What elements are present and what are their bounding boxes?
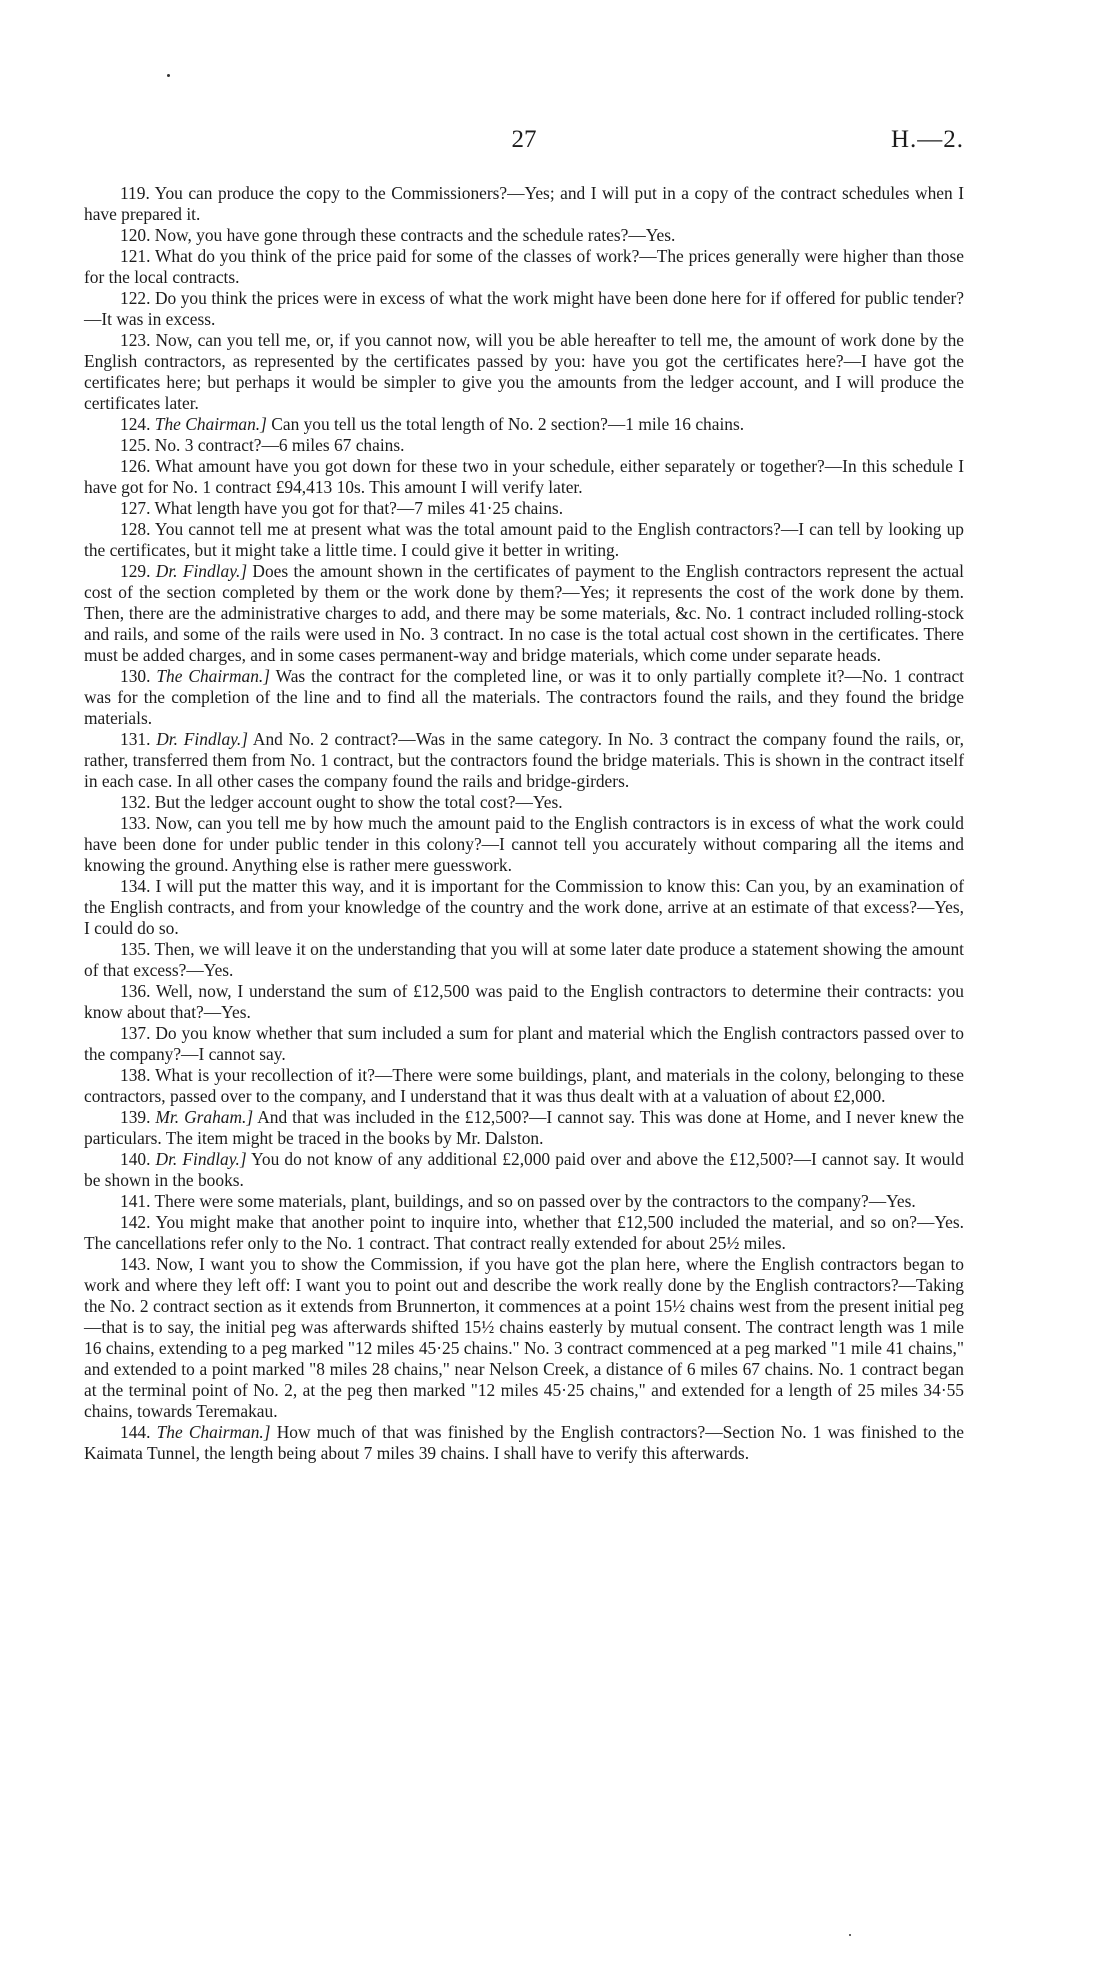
paragraph-text: 128. You cannot tell me at present what was the total amount paid to the English contractors?—I can tell by looking up the certificates, but it might take a little time. I could give it better in writing.: [84, 519, 964, 560]
testimony-paragraph: [84, 561, 964, 666]
speaker-name: Dr. Findlay.]: [155, 561, 248, 581]
paragraph-text: Was the contract for the completed line, or was it to only partially complete it?—No. 1 contract was for the completion of the line and to find all the materials. The contractors found the rails, and they found the bridge materials.: [84, 666, 965, 728]
speaker-name: The Chairman.]: [156, 666, 271, 686]
testimony-paragraph: [84, 1212, 964, 1254]
testimony-paragraph: [84, 1254, 964, 1422]
paragraph-text: 127. What length have you got for that?—7 miles 41·25 chains.: [120, 498, 564, 518]
paragraph-text: 134. I will put the matter this way, and it is important for the Commission to know this: Can you, by an examination of the English contracts, and from your knowledge of the country and the work done, arrive at an estimate of that excess?—Yes, I could do so.: [84, 876, 964, 938]
testimony-paragraph: [84, 981, 964, 1023]
speaker-name: Mr. Graham.]: [155, 1107, 254, 1127]
paragraph-text: 119. You can produce the copy to the Commissioners?—Yes; and I will put in a copy of the contract schedules when I have prepared it.: [84, 183, 964, 224]
paragraph-text: 132. But the ledger account ought to show the total cost?—Yes.: [120, 792, 563, 812]
question-number: 131.: [120, 729, 151, 749]
testimony-paragraph: [84, 792, 964, 813]
paragraph-text: 137. Do you know whether that sum included a sum for plant and material which the English contractors passed over to the company?—I cannot say.: [84, 1023, 964, 1064]
paragraph-text: 126. What amount have you got down for these two in your schedule, either separately or together?—In this schedule I have got for No. 1 contract £94,413 10s. This amount I will verify later.: [84, 456, 964, 497]
testimony-paragraph: [84, 183, 964, 225]
testimony-paragraph: [84, 729, 964, 792]
testimony-paragraph: [84, 1191, 964, 1212]
testimony-body: [84, 183, 964, 1464]
paragraph-text: Does the amount shown in the certificates of payment to the English contractors represent the actual cost of the section completed by them or the work done by them?—Yes; it represents the cost of the work done by them. Then, there are the administrative charges to add, and there may be some materials, &c. No. 1 contract included rolling-stock and rails, and some of the rails were used in No. 3 contract. In no case is the total actual cost shown in the certificates. There must be added charges, and in some cases permanent-way and bridge materials, which come under separate heads.: [84, 561, 964, 665]
question-number: 129.: [120, 561, 151, 581]
paragraph-text: 122. Do you think the prices were in excess of what the work might have been done here for if offered for public tender?—It was in excess.: [84, 288, 964, 329]
question-number: 144.: [120, 1422, 151, 1442]
paragraph-text: And No. 2 contract?—Was in the same category. In No. 3 contract the company found the rails, or, rather, transferred them from No. 1 contract, but the contractors found the bridge materials. This is shown in the contract itself in each case. In all other cases the company found the rails and bridge-girders.: [84, 729, 964, 791]
page-header: [84, 126, 964, 160]
speaker-name: Dr. Findlay.]: [155, 1149, 247, 1169]
paragraph-text: 133. Now, can you tell me by how much the amount paid to the English contractors is in excess of what the work could have been done for under public tender in this colony?—I cannot tell you accurately without comparing all the items and knowing the ground. Anything else is rather mere guesswork.: [84, 813, 964, 875]
paragraph-text: 135. Then, we will leave it on the understanding that you will at some later date produce a statement showing the amount of that excess?—Yes.: [84, 939, 964, 980]
testimony-paragraph: [84, 288, 964, 330]
paragraph-text: 121. What do you think of the price paid for some of the classes of work?—The prices generally were higher than those for the local contracts.: [84, 246, 964, 287]
page-number: 27: [511, 126, 537, 153]
testimony-paragraph: [84, 456, 964, 498]
testimony-paragraph: [84, 1149, 964, 1191]
testimony-paragraph: [84, 519, 964, 561]
testimony-paragraph: [84, 1107, 964, 1149]
paragraph-text: 141. There were some materials, plant, buildings, and so on passed over by the contractors to the company?—Yes.: [120, 1191, 916, 1211]
paragraph-text: Can you tell us the total length of No. 2 section?—1 mile 16 chains.: [271, 414, 745, 434]
testimony-paragraph: [84, 666, 964, 729]
question-number: 124.: [120, 414, 151, 434]
document-reference: H.—2.: [890, 126, 964, 153]
paragraph-text: You do not know of any additional £2,000 paid over and above the £12,500?—I cannot say. It would be shown in the books.: [84, 1149, 965, 1190]
question-number: 130.: [120, 666, 151, 686]
testimony-paragraph: [84, 1023, 964, 1065]
testimony-paragraph: [84, 1065, 964, 1107]
testimony-paragraph: [84, 330, 964, 414]
paragraph-text: 125. No. 3 contract?—6 miles 67 chains.: [120, 435, 405, 455]
paragraph-text: 138. What is your recollection of it?—There were some buildings, plant, and materials in the colony, belonging to these contractors, passed over to the company, and I understand that it was thus dealt with at a valuation of about £2,000.: [84, 1065, 964, 1106]
paragraph-text: 142. You might make that another point to inquire into, whether that £12,500 included the material, and so on?—Yes. The cancellations refer only to the No. 1 contract. That contract really extended for about 25½ miles.: [84, 1212, 964, 1253]
paragraph-text: And that was included in the £12,500?—I cannot say. This was done at Home, and I never knew the particulars. The item might be traced in the books by Mr. Dalston.: [84, 1107, 965, 1148]
testimony-paragraph: [84, 876, 964, 939]
speaker-name: The Chairman.]: [154, 414, 267, 434]
question-number: 139.: [120, 1107, 151, 1127]
testimony-paragraph: [84, 939, 964, 981]
speck-mark: [167, 74, 170, 77]
paragraph-text: 143. Now, I want you to show the Commission, if you have got the plan here, where the English contractors began to work and where they left off: I want you to point out and describe the work really done by the English contractors?—Taking the No. 2 contract section as it extends from Brunnerton, it commences at a point 15½ chains west from the present initial peg—that is to say, the initial peg was afterwards shifted 15½ chains easterly by mutual consent. The contract length was 1 mile 16 chains, extending to a peg marked "12 miles 45·25 chains." No. 3 contract commenced at a peg marked "1 mile 41 chains," and extended to a point marked "8 miles 28 chains," near Nelson Creek, a distance of 6 miles 67 chains. No. 1 contract began at the terminal point of No. 2, at the peg then marked "12 miles 45·25 chains," and extended for a length of 25 miles 34·55 chains, towards Teremakau.: [84, 1254, 964, 1421]
testimony-paragraph: [84, 246, 964, 288]
paragraph-text: How much of that was finished by the English contractors?—Section No. 1 was finished to the Kaimata Tunnel, the length being about 7 miles 39 chains. I shall have to verify this afterwards.: [84, 1422, 964, 1463]
speck-mark: [849, 1934, 851, 1936]
paragraph-text: 120. Now, you have gone through these contracts and the schedule rates?—Yes.: [120, 225, 676, 245]
speaker-name: Dr. Findlay.]: [156, 729, 249, 749]
question-number: 140.: [120, 1149, 151, 1169]
testimony-paragraph: [84, 414, 964, 435]
testimony-paragraph: [84, 498, 964, 519]
testimony-paragraph: [84, 1422, 964, 1464]
testimony-paragraph: [84, 225, 964, 246]
paragraph-text: 123. Now, can you tell me, or, if you cannot now, will you be able hereafter to tell me, the amount of work done by the English contractors, as represented by the certificates passed by you: have you got the certificates here?—I have got the certificates here; but perhaps it would be simpler to give you the amounts from the ledger account, and I will produce the certificates later.: [84, 330, 964, 413]
testimony-paragraph: [84, 813, 964, 876]
paragraph-text: 136. Well, now, I understand the sum of £12,500 was paid to the English contractors to determine their contracts: you know about that?—Yes.: [84, 981, 964, 1022]
speaker-name: The Chairman.]: [156, 1422, 271, 1442]
testimony-paragraph: [84, 435, 964, 456]
